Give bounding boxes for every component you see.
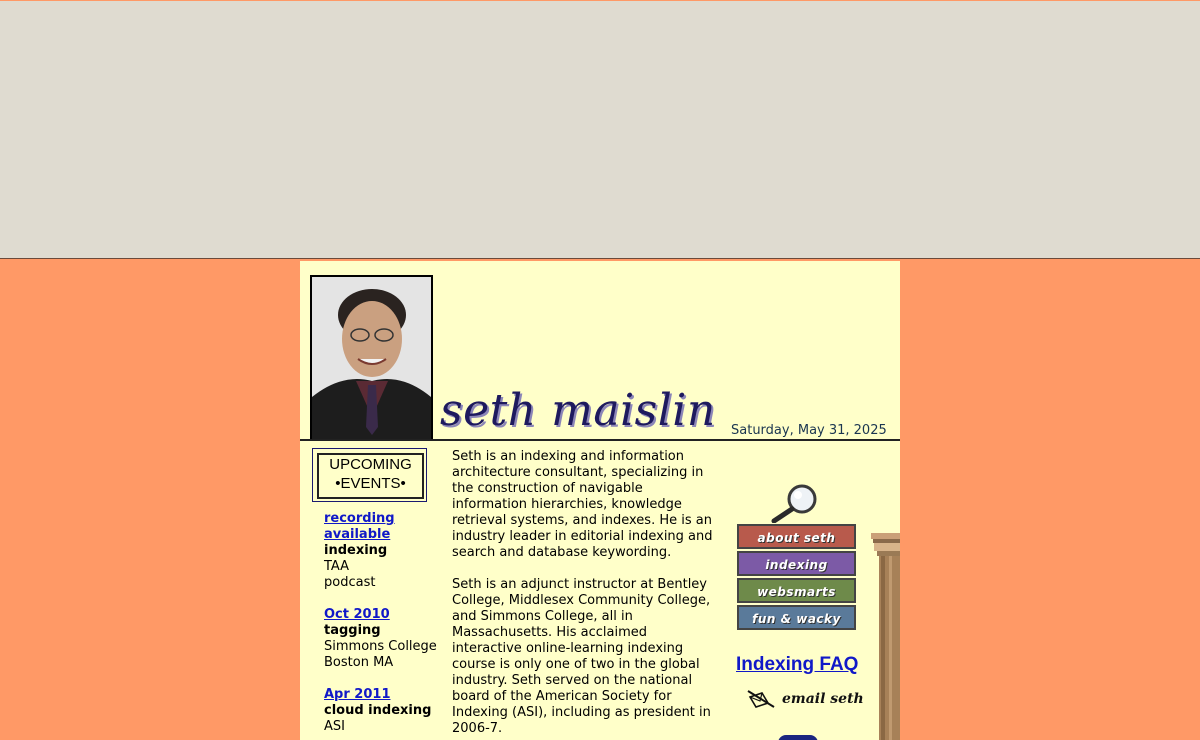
event-link[interactable]: recording available: [324, 511, 395, 542]
bio-text: [452, 449, 720, 740]
portrait-image: [312, 277, 431, 439]
indexing-faq-link[interactable]: Indexing FAQ: [736, 654, 859, 675]
event-detail: podcast: [324, 575, 376, 590]
site-title: seth maislin: [440, 385, 716, 436]
event-title: tagging: [324, 623, 381, 638]
bio-paragraph-1: Seth is an indexing and information architecture consultant, specializing in the construction of navigable information hierarchies, knowledge retrieval systems, and indexes. He is an industry leader in editorial indexing and search and database keywording.: [452, 449, 713, 560]
event-link[interactable]: Apr 2011: [324, 687, 391, 702]
events-badge-line1: UPCOMING: [329, 456, 412, 473]
profile-photo: [310, 275, 433, 441]
event-detail: Simmons College: [324, 639, 437, 654]
bottom-icon: [778, 735, 818, 740]
event-detail: TAA: [324, 559, 350, 574]
bio-paragraph-2: Seth is an adjunct instructor at Bentley College, Middlesex Community College, and Simmons College, all in Massachusetts. His acclaimed interactive online-learning indexing course is only one of two in the global industry. Seth served on the national board of the American Society for Indexing (ASI), including as president in 2006-7.: [452, 577, 711, 736]
nav-about-seth-button[interactable]: about seth: [737, 524, 856, 549]
envelope-pen-icon: [746, 689, 776, 709]
list-item: [324, 607, 449, 671]
current-date: Saturday, May 31, 2025: [731, 423, 887, 438]
email-seth-label: email seth: [782, 691, 864, 707]
list-item: [324, 511, 449, 591]
nav-fun-wacky-button[interactable]: fun & wacky: [737, 605, 856, 630]
magnifier-icon: [770, 483, 822, 523]
upcoming-events-badge: [312, 448, 427, 502]
event-title: cloud indexing: [324, 703, 432, 718]
browser-blank-area: [0, 1, 1200, 259]
events-badge-line2: •EVENTS•: [335, 475, 406, 492]
header-divider: [300, 439, 900, 441]
event-link[interactable]: Oct 2010: [324, 607, 390, 622]
event-detail: Boston MA: [324, 655, 394, 670]
event-title: indexing: [324, 543, 388, 558]
events-list: [324, 511, 449, 735]
event-detail: ASI: [324, 719, 345, 734]
email-seth-link[interactable]: [746, 689, 864, 709]
list-item: [324, 687, 449, 735]
nav-indexing-button[interactable]: indexing: [737, 551, 856, 576]
upcoming-events-label: [317, 453, 424, 499]
page-container: [300, 261, 900, 740]
nav-websmarts-button[interactable]: websmarts: [737, 578, 856, 603]
column-decoration: [871, 533, 900, 740]
